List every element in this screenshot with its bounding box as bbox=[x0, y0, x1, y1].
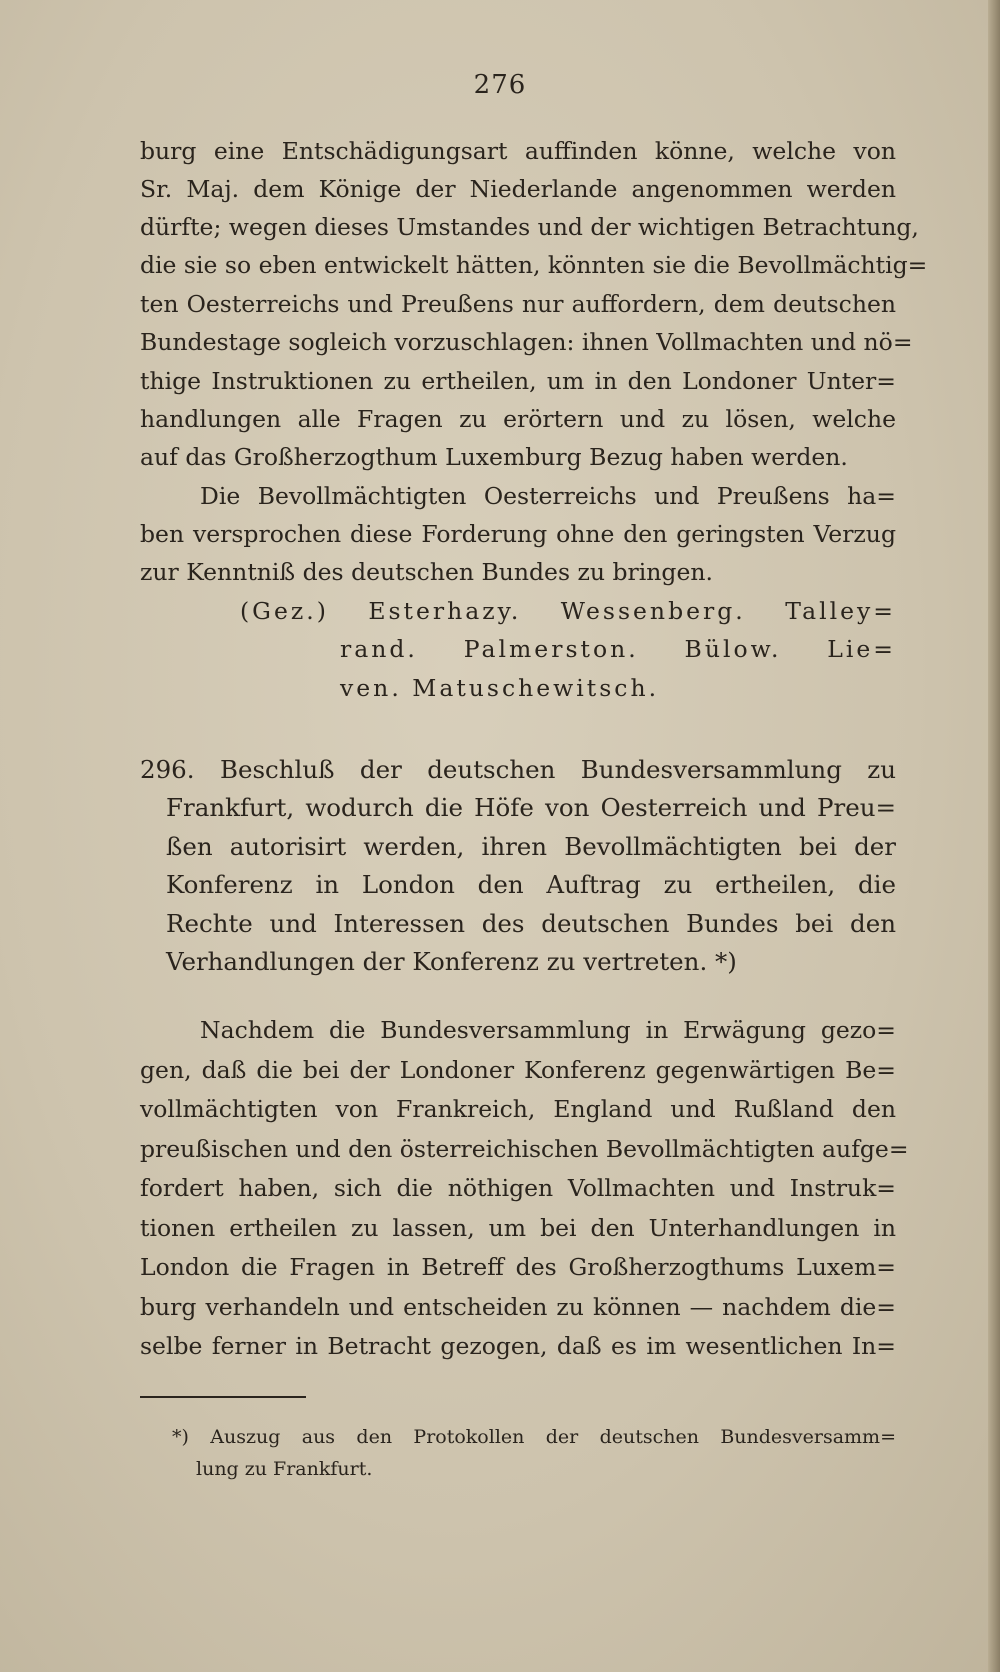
page-edge bbox=[988, 0, 1000, 1672]
signature-line: (Gez.) Esterhazy. Wessenberg. Talley= bbox=[240, 597, 896, 625]
footnote-rule bbox=[140, 1396, 306, 1398]
text-line: selbe ferner in Betracht gezogen, daß es im wesentlichen In= bbox=[140, 1332, 896, 1360]
text-line: dürfte; wegen dieses Umstandes und der wichtigen Betrachtung, bbox=[140, 213, 919, 241]
page-number: 276 bbox=[473, 70, 527, 100]
text-line: auf das Großherzogthum Luxemburg Bezug haben werden. bbox=[140, 443, 848, 471]
footnote-line: lung zu Frankfurt. bbox=[196, 1458, 373, 1480]
footnote-line: *) Auszug aus den Protokollen der deutschen Bundesversamm= bbox=[172, 1426, 896, 1448]
signature-line: rand. Palmerston. Bülow. Lie= bbox=[340, 635, 896, 663]
text-line: die sie so eben entwickelt hätten, könnten sie die Bevollmächtig= bbox=[140, 251, 928, 279]
section-heading: Konferenz in London den Auftrag zu ertheilen, die bbox=[166, 870, 896, 899]
text-line: Bundestage sogleich vorzuschlagen: ihnen Vollmachten und nö= bbox=[140, 328, 913, 356]
text-line: fordert haben, sich die nöthigen Vollmachten und Instruk= bbox=[140, 1174, 896, 1202]
section-heading: 296. Beschluß der deutschen Bundesversammlung zu bbox=[140, 755, 896, 784]
text-line: Nachdem die Bundesversammlung in Erwägung gezo= bbox=[200, 1016, 896, 1044]
signature-line: ven. Matuschewitsch. bbox=[340, 674, 660, 702]
text-line: burg verhandeln und entscheiden zu können — nachdem die= bbox=[140, 1293, 896, 1321]
text-line: thige Instruktionen zu ertheilen, um in den Londoner Unter= bbox=[140, 367, 896, 395]
text-line: ten Oesterreichs und Preußens nur auffordern, dem deutschen bbox=[140, 290, 896, 318]
text-line: London die Fragen in Betreff des Großherzogthums Luxem= bbox=[140, 1253, 896, 1281]
section-heading: Frankfurt, wodurch die Höfe von Oesterreich und Preu= bbox=[166, 793, 896, 822]
section-heading: Verhandlungen der Konferenz zu vertreten. *) bbox=[166, 947, 737, 976]
text-line: Sr. Maj. dem Könige der Niederlande angenommen werden bbox=[140, 175, 896, 203]
section-heading: ßen autorisirt werden, ihren Bevollmächtigten bei der bbox=[166, 832, 896, 861]
text-line: zur Kenntniß des deutschen Bundes zu bringen. bbox=[140, 558, 713, 586]
text-line: vollmächtigten von Frankreich, England und Rußland den bbox=[140, 1095, 896, 1123]
text-line: preußischen und den österreichischen Bevollmächtigten aufge= bbox=[140, 1135, 909, 1163]
text-line: handlungen alle Fragen zu erörtern und zu lösen, welche bbox=[140, 405, 896, 433]
text-line: Die Bevollmächtigten Oesterreichs und Preußens ha= bbox=[200, 482, 896, 510]
text-line: tionen ertheilen zu lassen, um bei den Unterhandlungen in bbox=[140, 1214, 896, 1242]
section-heading: Rechte und Interessen des deutschen Bundes bei den bbox=[166, 909, 896, 938]
text-line: burg eine Entschädigungsart auffinden könne, welche von bbox=[140, 137, 896, 165]
text-line: gen, daß die bei der Londoner Konferenz gegenwärtigen Be= bbox=[140, 1056, 896, 1084]
text-line: ben versprochen diese Forderung ohne den geringsten Verzug bbox=[140, 520, 896, 548]
